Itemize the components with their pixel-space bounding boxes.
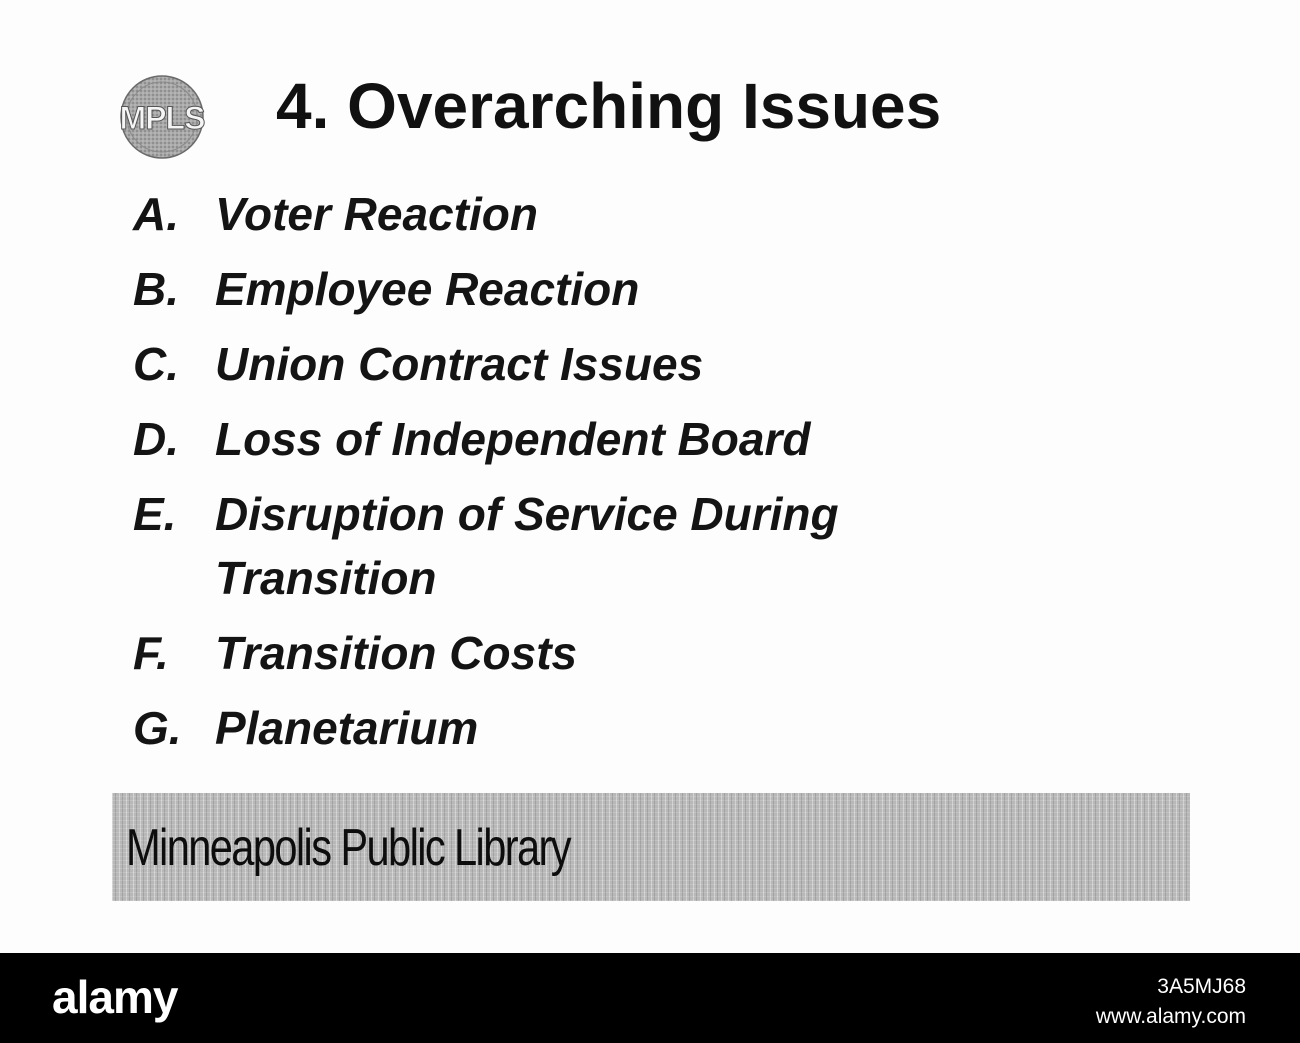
issue-letter: C.: [133, 338, 179, 390]
slide-title: 4. Overarching Issues: [276, 70, 942, 142]
issue-text: Voter Reaction: [215, 188, 538, 240]
banner-text: Minneapolis Public Library: [126, 819, 570, 877]
issue-letter: D.: [133, 413, 179, 465]
list-item: [133, 621, 1033, 685]
mpls-logo: [112, 74, 212, 160]
issue-list: [133, 182, 1033, 771]
list-item: [133, 182, 1033, 246]
library-banner: [112, 793, 1190, 901]
issue-text: Transition Costs: [215, 627, 578, 679]
list-item: [133, 696, 1033, 760]
image-id: 3A5MJ68: [1157, 975, 1246, 998]
list-item: [133, 482, 1033, 610]
issue-letter: G.: [133, 702, 182, 754]
issue-text: Employee Reaction: [215, 263, 640, 315]
issue-text: Planetarium: [215, 702, 479, 754]
issue-letter: E.: [133, 488, 177, 540]
site-url: www.alamy.com: [1095, 1005, 1246, 1028]
watermark-bar: [0, 953, 1300, 1043]
issue-letter: F.: [133, 627, 169, 679]
list-item: [133, 332, 1033, 396]
list-item: [133, 257, 1033, 321]
issue-letter: B.: [133, 263, 179, 315]
issue-letter: A.: [133, 188, 179, 240]
issue-text: Union Contract Issues: [215, 338, 704, 390]
issue-text: Disruption of Service During Transition: [215, 488, 839, 604]
brand-logo: alamy: [52, 971, 178, 1023]
logo-lettering: MPLS: [119, 100, 205, 136]
issue-text: Loss of Independent Board: [215, 413, 811, 465]
list-item: [133, 407, 1033, 471]
